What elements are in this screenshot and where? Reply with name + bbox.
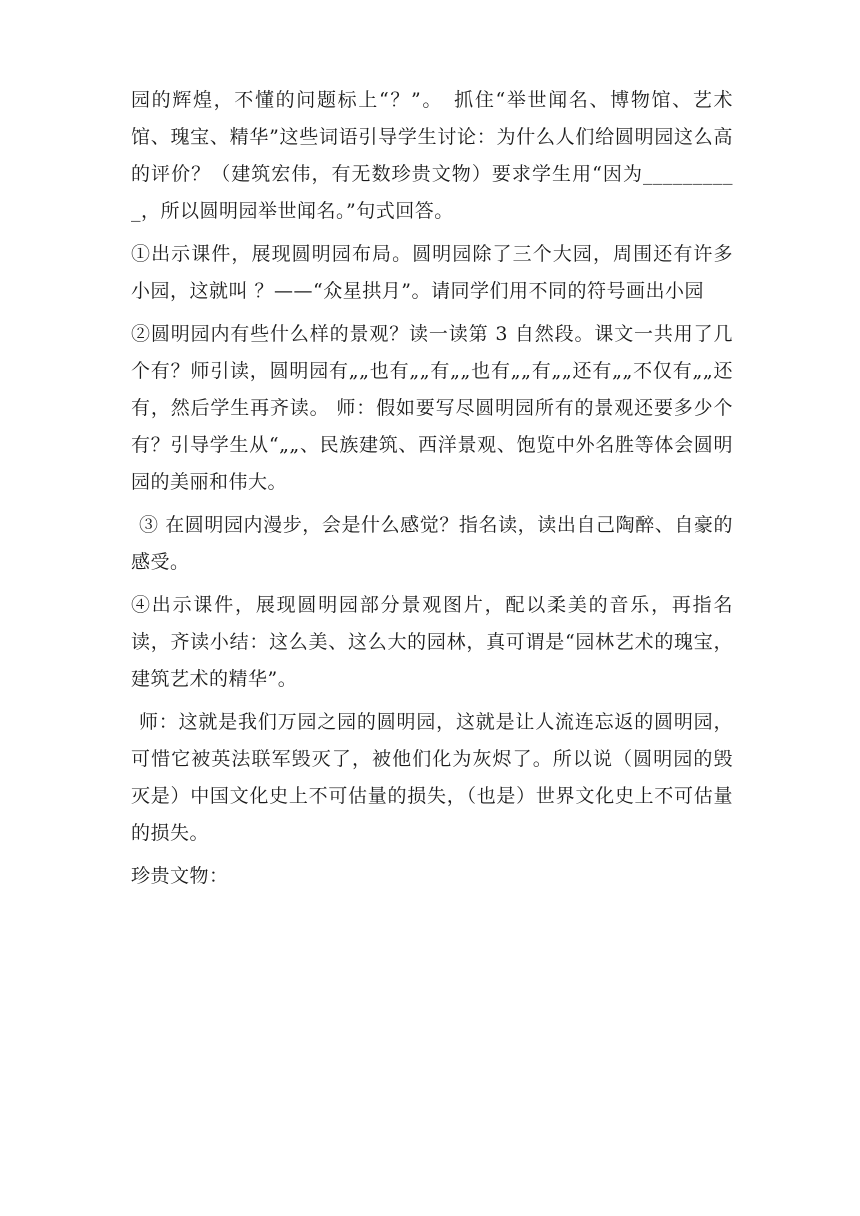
- paragraph-discussion: 园的辉煌，不懂的问题标上“？”。 抓住“举世闻名、博物馆、艺术馆、瑰宝、精华”这些词语引导学生讨论：为什么人们给圆明园这么高的评价？（建筑宏伟，有无数珍贵文物）要求学生用“因为__________，所以圆明园举世闻名。”句式回答。: [131, 89, 733, 222]
- document-body: [131, 82, 733, 895]
- paragraph-stroll-feeling: ③ 在圆明园内漫步，会是什么感觉？指名读，读出自己陶醉、自豪的感受。: [131, 514, 733, 573]
- paragraph-layout-courseware: ①出示课件，展现圆明园布局。圆明园除了三个大园，周围还有许多小园，这就叫 ？——“众星拱月”。请同学们用不同的符号画出小园: [131, 243, 733, 302]
- paragraph-precious-relics-heading: 珍贵文物：: [131, 865, 229, 887]
- paragraph-scenery-reading: ②圆明园内有些什么样的景观？读一读第 3 自然段。课文一共用了几个有？师引读，圆明园有„„也有„„有„„也有„„有„„还有„„不仅有„„还有，然后学生再齐读。 师：假如要写尽圆明园所有的景观还要多少个有？引导学生从“„„、民族建筑、西洋景观、饱览中外名胜等体会圆明园的美丽和伟大。: [131, 323, 733, 493]
- paragraph-scenery-images: ④出示课件，展现圆明园部分景观图片，配以柔美的音乐，再指名读，齐读小结：这么美、这么大的园林，真可谓是“园林艺术的瑰宝，建筑艺术的精华”。: [131, 594, 733, 690]
- paragraph-teacher-summary: 师：这就是我们万园之园的圆明园，这就是让人流连忘返的圆明园，可惜它被英法联军毁灭了，被他们化为灰烬了。所以说（圆明园的毁灭是）中国文化史上不可估量的损失，（也是）世界文化史上不可估量的损失。: [131, 711, 733, 844]
